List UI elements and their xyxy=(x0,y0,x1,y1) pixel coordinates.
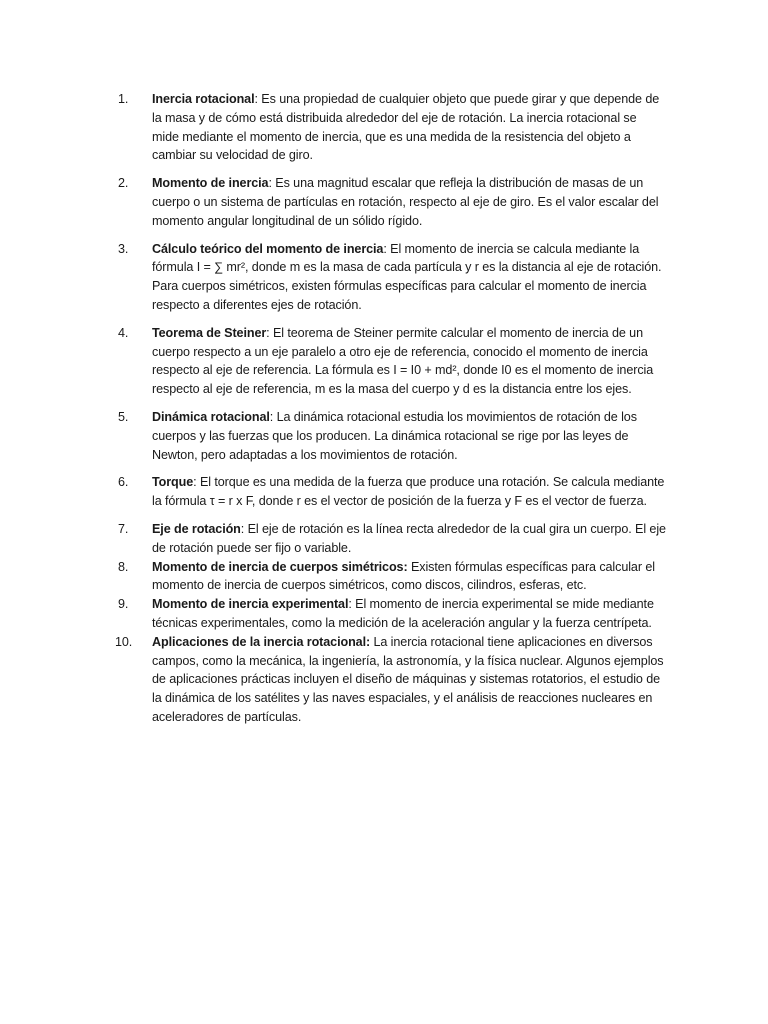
item-separator: : xyxy=(348,597,352,612)
list-item-cuerpos-simetricos xyxy=(118,558,666,596)
item-text: El momento de inercia experimental se mide mediante técnicas experimentales, como la medición de la aceleración angular y la fuerza centrípeta. xyxy=(152,597,654,630)
item-text: Es una magnitud escalar que refleja la distribución de masas de un cuerpo o un sistema de partículas en rotación, respecto al eje de giro. Es el valor escalar del momento angular longitudinal de un sólido rígido. xyxy=(152,176,659,228)
item-term: Momento de inercia de cuerpos simétricos: xyxy=(152,559,408,574)
item-separator: : xyxy=(266,325,270,340)
item-separator: : xyxy=(383,241,387,256)
item-number: 2. xyxy=(118,176,129,191)
list-item-aplicaciones xyxy=(115,633,666,727)
item-text: La dinámica rotacional estudia los movimientos de rotación de los cuerpos y las fuerzas que los producen. La dinámica rotacional se rige por las leyes de Newton, pero adaptadas a los movimientos de rotación. xyxy=(152,409,637,462)
item-number: 9. xyxy=(118,597,129,612)
list-item-momento-de-inercia xyxy=(118,174,666,230)
item-term: Inercia rotacional xyxy=(152,92,255,106)
item-separator: : xyxy=(240,521,245,536)
numbered-list xyxy=(115,90,666,727)
list-item-calculo-teorico xyxy=(118,240,666,315)
item-number: 1. xyxy=(118,92,129,106)
item-separator: : xyxy=(268,176,272,191)
item-text: Existen fórmulas específicas para calcular el momento de inercia de cuerpos simétricos, como discos, cilindros, esferas, etc. xyxy=(152,559,655,593)
item-number: 3. xyxy=(118,241,129,256)
item-term: Momento de inercia xyxy=(152,176,269,191)
item-number: 4. xyxy=(118,325,129,340)
list-item-eje-de-rotacion xyxy=(118,520,666,558)
list-item-teorema-de-steiner xyxy=(118,324,666,399)
list-item-dinamica-rotacional xyxy=(118,408,666,464)
item-text: Es una propiedad de cualquier objeto que puede girar y que depende de la masa y de cómo está distribuida alrededor del eje de rotación. La inercia rotacional se mide mediante el momento de inercia, que es una medida de la resistencia del objeto a cambiar su velocidad de giro. xyxy=(152,92,660,163)
item-separator: : xyxy=(193,475,197,490)
item-text: El eje de rotación es la línea recta alrededor de la cual gira un cuerpo. El eje de rotación puede ser fijo o variable. xyxy=(152,521,666,555)
item-text: El teorema de Steiner permite calcular el momento de inercia de un cuerpo respecto a un eje paralelo a otro eje de referencia, conocido el momento de inercia respecto al eje de referencia. La fórmula es I = I0 + md², donde I0 es el momento de inercia respecto al eje de referencia, m es la masa del cuerpo y d es la distancia entre los ejes. xyxy=(152,325,654,397)
item-term: Cálculo teórico del momento de inercia xyxy=(152,241,384,256)
item-number: 6. xyxy=(118,475,129,490)
item-term: Momento de inercia experimental xyxy=(152,597,349,612)
item-number: 8. xyxy=(118,559,129,574)
item-text: El momento de inercia se calcula mediante la fórmula I = ∑ mr², donde m es la masa de cada partícula y r es la distancia al eje de rotación. Para cuerpos simétricos, existen fórmulas específicas para calcular el momento de inercia respecto a diferentes ejes de rotación. xyxy=(152,241,662,312)
item-number: 5. xyxy=(118,409,129,424)
list-item-inercia-experimental xyxy=(118,595,666,633)
item-term: Dinámica rotacional xyxy=(152,409,270,424)
item-text: El torque es una medida de la fuerza que produce una rotación. Se calcula mediante la fórmula τ = r x F, donde r es el vector de posición de la fuerza y F es el vector de fuerza. xyxy=(152,475,665,509)
item-text: La inercia rotacional tiene aplicaciones en diversos campos, como la mecánica, la ingeniería, la astronomía, y la física nuclear. Algunos ejemplos de aplicaciones prácticas incluyen el diseño de máquinas y sistemas rotatorios, el estudio de la dinámica de los satélites y las naves espaciales, y el análisis de reacciones nucleares en aceleradores de partículas. xyxy=(152,634,664,724)
item-separator: : xyxy=(254,92,258,106)
list-item-inercia-rotacional xyxy=(118,90,666,165)
item-term: Teorema de Steiner xyxy=(152,325,267,340)
item-term: Aplicaciones de la inercia rotacional: xyxy=(152,634,371,649)
item-separator: : xyxy=(269,409,274,424)
item-number: 7. xyxy=(118,521,129,536)
item-term: Torque xyxy=(152,475,194,490)
list-item-torque xyxy=(118,473,666,511)
item-term: Eje de rotación xyxy=(152,521,241,536)
item-number: 10. xyxy=(115,634,133,649)
